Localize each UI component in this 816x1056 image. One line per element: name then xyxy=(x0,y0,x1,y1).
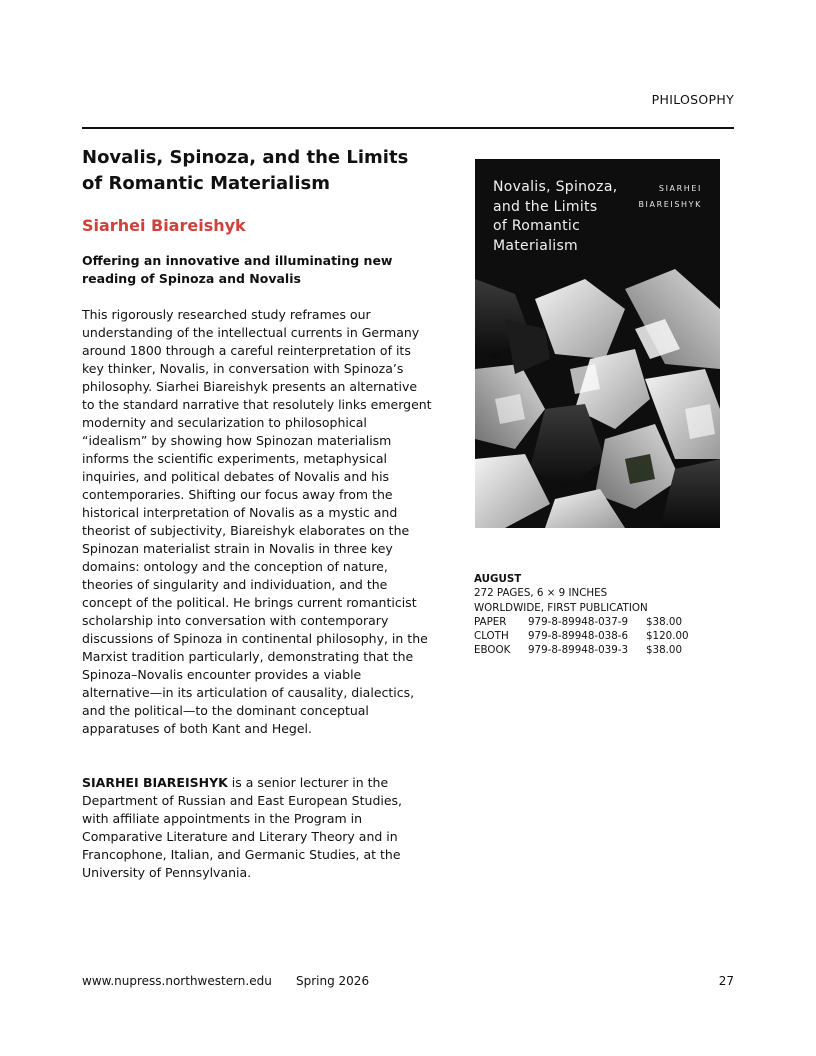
book-entry xyxy=(82,145,432,882)
edition-price: $120.00 xyxy=(646,630,689,643)
book-title: Novalis, Spinoza, and the Limits of Romantic Materialism xyxy=(82,147,409,194)
edition-row xyxy=(474,643,734,657)
book-author: Siarhei Biareishyk xyxy=(82,216,246,235)
section-label: PHILOSOPHY xyxy=(651,92,734,107)
edition-row xyxy=(474,629,734,643)
cover-title: Novalis, Spinoza, and the Limits of Romantic Materialism xyxy=(493,179,618,254)
edition-format: PAPER xyxy=(474,615,507,628)
edition-isbn: 979-8-89948-038-6 xyxy=(528,630,629,643)
edition-price: $38.00 xyxy=(646,615,683,628)
edition-isbn: 979-8-89948-039-3 xyxy=(528,644,629,657)
book-description: This rigorously researched study reframes our understanding of the intellectual currents in Germany around 1800 through a careful reinterpretation of its key thinker, Novalis, in conversation with Spinoza’s philosophy. Siarhei Biareishyk presents an alternative to the standard narrative that resolutely links emergent modernity and secularization to philosophical “idealism” by showing how Spinozan materialism informs the scientific experiments, metaphysical inquiries, and political debates of Novalis and his contemporaries. Shifting our focus away from the historical interpretation of Novalis as a mystic and theorist of subjectivity, Biareishyk elaborates on the Spinozan materialist strain in Novalis in three key domains: ontology and the conception of nature, theories of singularity and individuation, and the concept of the political. He brings current romanticist scholarship into conversation with contemporary discussions of Spinoza in continental philosophy, in the Marxist tradition particularly, demonstrating that the Spinoza–Novalis encounter provides a viable alternative—in its articulation of causality, dialectics, and the political—to the dominant conceptual apparatuses of both Kant and Hegel. xyxy=(82,307,432,736)
header-rule xyxy=(82,127,734,129)
book-tagline: Offering an innovative and illuminating new reading of Spinoza and Novalis xyxy=(82,253,393,286)
book-specs xyxy=(474,572,734,658)
edition-price: $38.00 xyxy=(646,644,683,657)
author-bio-name: SIARHEI BIAREISHYK xyxy=(82,775,228,790)
cover-author: SIARHEI BIAREISHYK xyxy=(638,184,702,209)
rights: WORLDWIDE, FIRST PUBLICATION xyxy=(474,601,648,614)
edition-format: CLOTH xyxy=(474,630,509,643)
author-bio xyxy=(82,774,432,882)
publication-month: AUGUST xyxy=(474,573,522,585)
footer-url-link[interactable]: www.nupress.northwestern.edu xyxy=(82,974,272,988)
page-number: 27 xyxy=(718,974,734,988)
edition-isbn: 979-8-89948-037-9 xyxy=(528,615,629,628)
footer-season: Spring 2026 xyxy=(296,974,370,988)
author-bio-text: is a senior lecturer in the Department of Russian and East European Studies, with affiliate appointments in the Program in Comparative Literature and Literary Theory and in Francophone, Italian, and Germanic Studies, at the University of Pennsylvania. xyxy=(82,775,403,880)
book-cover-image xyxy=(475,159,720,528)
edition-format: EBOOK xyxy=(474,644,511,657)
edition-row xyxy=(474,615,734,629)
page-count: 272 PAGES, 6 × 9 INCHES xyxy=(474,587,608,600)
